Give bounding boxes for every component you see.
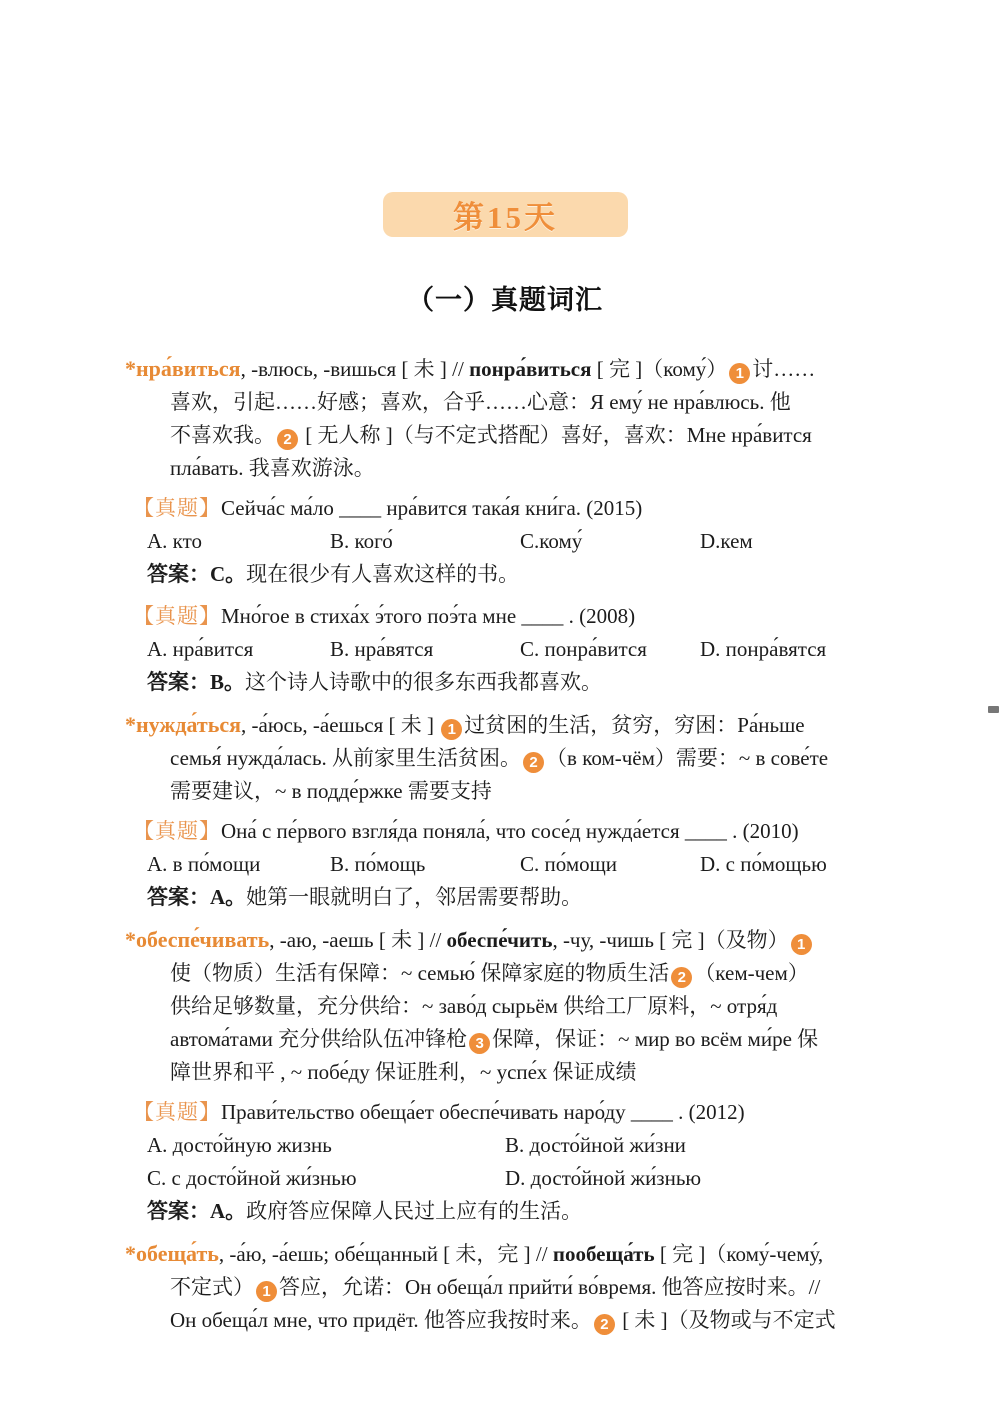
text-segment: автома́тами 充分供给队伍冲锋枪: [170, 1027, 468, 1051]
vocab-entry: [125, 1237, 895, 1337]
options-row: [125, 525, 895, 558]
bold-term: 答案：B。: [147, 670, 246, 694]
page-content: [125, 352, 895, 1344]
answer-line: [125, 1195, 895, 1228]
option-a: A. в по́мощи: [147, 852, 261, 876]
text-segment: 供给足够数量，充分供给：~ заво́д сырьём 供给工厂原料，~ отря́д: [170, 994, 778, 1018]
entry-line: [125, 352, 895, 386]
scan-artifact: [988, 706, 999, 713]
options-row: [125, 848, 895, 881]
answer-line: [125, 881, 895, 914]
option-d: D.кем: [700, 529, 753, 553]
circled-number: 1: [441, 719, 462, 740]
text-segment: Он обеща́л мне, что придёт. 他答应我按时来。: [170, 1308, 592, 1332]
entry-line: [125, 386, 895, 419]
exam-question: [125, 815, 895, 914]
text-segment: Она́ с пе́рвого взгля́да поняла́, что сосе́д нужда́ется ____ . (2010): [221, 819, 799, 843]
question-prompt: [125, 600, 895, 633]
headword: *обеспе́чивать: [125, 927, 270, 952]
vocab-entry: [125, 708, 895, 808]
text-segment: Прави́тельство обеща́ет обеспе́чивать наро́ду ____ . (2012): [221, 1100, 745, 1124]
text-segment: 使（物质）生活有保障：~ семью́ 保障家庭的物质生活: [170, 961, 670, 985]
text-segment: 答应，允诺：Он обеща́л прийти́ во́время. 他答应按时来。//: [279, 1275, 821, 1299]
entry-line: [125, 452, 895, 485]
circled-number: 2: [523, 752, 544, 773]
circled-number: 2: [671, 967, 692, 988]
text-segment: Сейча́с ма́ло ____ нра́вится така́я кни́га. (2015): [221, 496, 643, 520]
text-segment: 需要建议，~ в подде́ржке 需要支持: [170, 779, 492, 803]
option-b: B. досто́йной жи́зни: [505, 1133, 686, 1157]
circled-number: 1: [729, 363, 750, 384]
text-segment: （в ком-чём）需要：~ в сове́те: [546, 746, 829, 770]
text-segment: 这个诗人诗歌中的很多东西我都喜欢。: [245, 670, 603, 694]
text-segment: [ 完 ]（кому́-чему́,: [654, 1242, 824, 1266]
bold-term: 答案：A。: [147, 1199, 247, 1223]
exam-question: [125, 492, 895, 591]
text-segment: 保障，保证：~ мир во всём ми́ре 保: [492, 1027, 819, 1051]
text-segment: （кем-чем）: [694, 961, 809, 985]
option-c: C. с досто́йной жи́знью: [147, 1166, 357, 1190]
day-badge: [383, 192, 628, 237]
text-segment: , -а́ю, -а́ешь; обе́щанный [ 未，完 ] //: [218, 1242, 553, 1266]
options-row: [125, 1129, 895, 1195]
entry-line: [125, 1271, 895, 1304]
option-c: C.кому́: [520, 529, 583, 553]
exam-tag: 【真题】: [133, 604, 221, 628]
question-prompt: [125, 815, 895, 848]
entry-line: [125, 1304, 895, 1337]
text-segment: 喜欢，引起……好感；喜欢，合乎……心意：Я ему́ не нра́влюсь. 他: [170, 390, 791, 414]
text-segment: , -аю, -аешь [ 未 ] //: [269, 928, 447, 952]
option-d: D. досто́йной жи́знью: [505, 1166, 702, 1190]
option-d: D. с по́мощью: [700, 852, 827, 876]
option-c: C. понра́вится: [520, 637, 647, 661]
text-segment: Мно́гое в стиха́х э́того поэ́та мне ____ . (2008): [221, 604, 636, 628]
text-segment: пла́вать. 我喜欢游泳。: [170, 456, 375, 480]
text-segment: 过贫困的生活，贫穷，穷困：Ра́ньше: [464, 713, 805, 737]
circled-number: 3: [469, 1033, 490, 1054]
bold-term: 答案：C。: [147, 562, 247, 586]
circled-number: 1: [256, 1281, 277, 1302]
text-segment: семья́ нужда́лась. 从前家里生活贫困。: [170, 746, 522, 770]
bold-term: пообеща́ть: [552, 1242, 655, 1266]
option-b: B. по́мощь: [330, 852, 426, 876]
entry-line: [125, 419, 895, 452]
headword: *нужда́ться: [125, 712, 242, 737]
option-c: C. по́мощи: [520, 852, 618, 876]
question-prompt: [125, 492, 895, 525]
text-segment: , -а́юсь, -а́ешься [ 未 ]: [241, 713, 440, 737]
entry-line: [125, 1023, 895, 1056]
text-segment: 障世界和平 , ~ побе́ду 保证胜利，~ успе́х 保证成绩: [170, 1060, 637, 1084]
exam-tag: 【真题】: [133, 819, 221, 843]
entry-line: [125, 708, 895, 742]
vocab-entry: [125, 923, 895, 1089]
exam-question: [125, 600, 895, 699]
entry-line: [125, 990, 895, 1023]
exam-tag: 【真题】: [133, 496, 221, 520]
text-segment: , -чу, -чишь [ 完 ]（及物）: [552, 928, 789, 952]
headword: *нра́виться: [125, 356, 241, 381]
bold-term: 答案：A。: [147, 885, 247, 909]
exam-tag: 【真题】: [133, 1100, 221, 1124]
option-a: A. кто: [147, 529, 202, 553]
entry-line: [125, 775, 895, 808]
text-segment: [ 完 ]（кому́）: [591, 357, 728, 381]
answer-line: [125, 558, 895, 591]
entry-line: [125, 1056, 895, 1089]
bold-term: понра́виться: [469, 357, 592, 381]
text-segment: [ 无人称 ]（与不定式搭配）喜好，喜欢：Мне нра́вится: [300, 423, 812, 447]
vocab-entry: [125, 352, 895, 485]
text-segment: 不喜欢我。: [170, 423, 275, 447]
circled-number: 1: [791, 934, 812, 955]
option-a: A. досто́йную жизнь: [147, 1133, 332, 1157]
headword: *обеща́ть: [125, 1241, 219, 1266]
text-segment: 现在很少有人喜欢这样的书。: [246, 562, 520, 586]
option-d: D. понра́вятся: [700, 637, 827, 661]
text-segment: [ 未 ]（及物或与不定式: [616, 1308, 836, 1332]
bold-term: обеспе́чить: [446, 928, 553, 952]
question-prompt: [125, 1096, 895, 1129]
text-segment: 不定式）: [170, 1275, 254, 1299]
option-b: B. нра́вятся: [330, 637, 434, 661]
option-b: B. кого́: [330, 529, 393, 553]
text-segment: 政府答应保障人民过上应有的生活。: [246, 1199, 583, 1223]
exam-question: [125, 1096, 895, 1228]
section-title: （一）真题词汇: [407, 285, 603, 315]
entry-line: [125, 1237, 895, 1271]
text-segment: 她第一眼就明白了，邻居需要帮助。: [246, 885, 583, 909]
entry-line: [125, 742, 895, 775]
circled-number: 2: [594, 1314, 615, 1335]
circled-number: 2: [277, 429, 298, 450]
day-badge-label: 第15天: [453, 200, 558, 235]
option-a: A. нра́вится: [147, 637, 254, 661]
entry-line: [125, 957, 895, 990]
answer-line: [125, 666, 895, 699]
entry-line: [125, 923, 895, 957]
text-segment: 讨……: [752, 357, 816, 381]
text-segment: , -влюсь, -вишься [ 未 ] //: [240, 357, 470, 381]
options-row: [125, 633, 895, 666]
